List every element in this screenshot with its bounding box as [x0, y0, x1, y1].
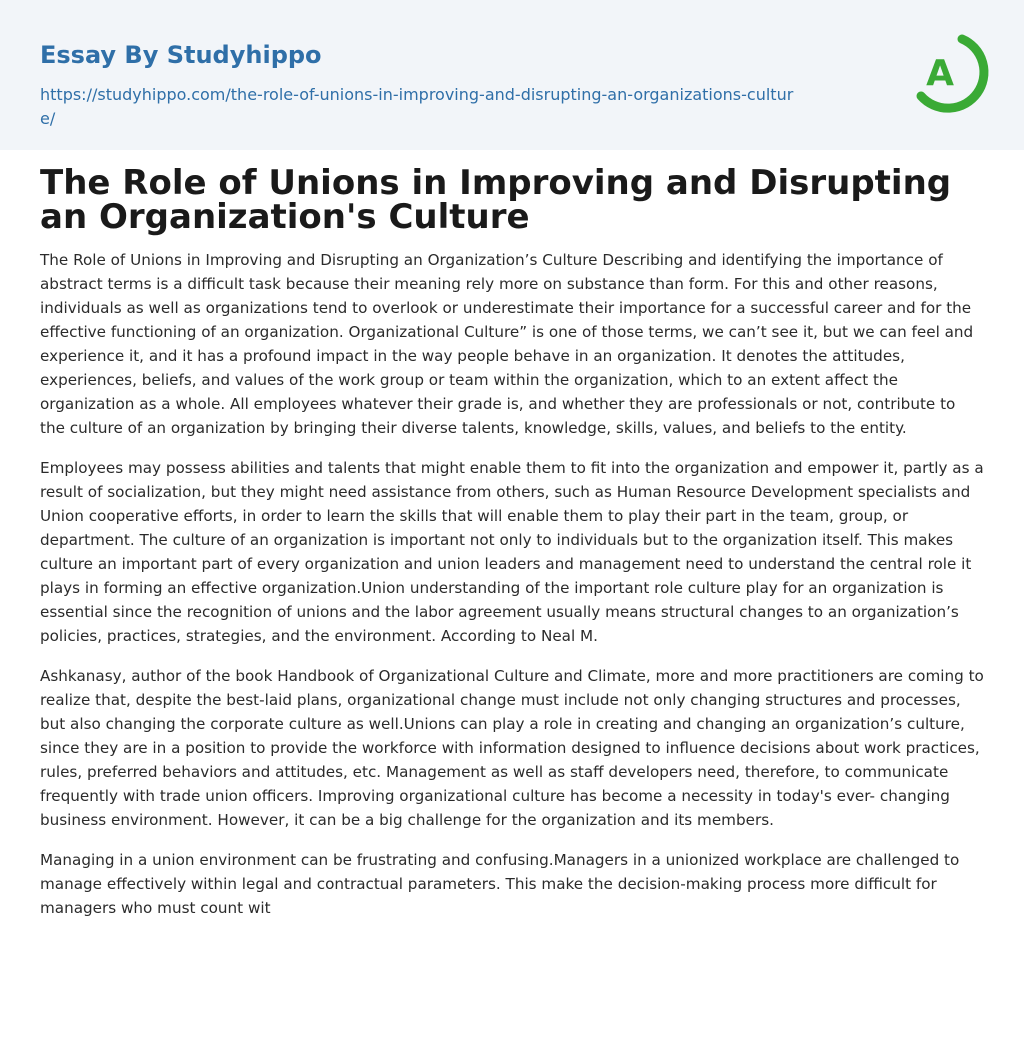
- article: [40, 163, 984, 936]
- article-body: [40, 248, 984, 920]
- essay-url-link[interactable]: https://studyhippo.com/the-role-of-unions-in-improving-and-disrupting-an-organizations-culture/: [40, 85, 794, 128]
- site-brand[interactable]: Essay By Studyhippo: [40, 41, 322, 69]
- studyhippo-logo-icon[interactable]: [904, 28, 990, 114]
- article-paragraph: The Role of Unions in Improving and Disrupting an Organization’s Culture Describing and identifying the importance of abstract terms is a difficult task because their meaning rely more on substance than form. For this and other reasons, individuals as well as organizations tend to overlook or underestimate their importance for a successful career and for the effective functioning of an organization. Organizational Culture” is one of those terms, we can’t see it, but we can feel and experience it, and it has a profound impact in the way people behave in an organization. It denotes the attitudes, experiences, beliefs, and values of the work group or team within the organization, which to an extent affect the organization as a whole. All employees whatever their grade is, and whether they are professionals or not, contribute to the culture of an organization by bringing their diverse talents, knowledge, skills, values, and beliefs to the entity.: [40, 251, 974, 437]
- article-paragraph: Employees may possess abilities and talents that might enable them to fit into the organization and empower it, partly as a result of socialization, but they might need assistance from others, such as Human Resource Development specialists and Union cooperative efforts, in order to learn the skills that will enable them to play their part in the team, group, or department. The culture of an organization is important not only to individuals but to the organization itself. This makes culture an important part of every organization and union leaders and management need to understand the central role it plays in forming an effective organization.Union understanding of the important role culture play for an organization is essential since the recognition of unions and the labor agreement usually means structural changes to an organization’s policies, practices, strategies, and the environment. According to Neal M.: [40, 459, 984, 645]
- article-paragraph: Ashkanasy, author of the book Handbook of Organizational Culture and Climate, more and more practitioners are coming to realize that, despite the best-laid plans, organizational change must include not only changing structures and processes, but also changing the corporate culture as well.Unions can play a role in creating and changing an organization’s culture, since they are in a position to provide the workforce with information designed to influence decisions about work practices, rules, preferred behaviors and attitudes, etc. Management as well as staff developers need, therefore, to communicate frequently with trade union officers. Improving organizational culture has become a necessity in today's ever- changing business environment. However, it can be a big challenge for the organization and its members.: [40, 667, 984, 829]
- article-title: The Role of Unions in Improving and Disrupting an Organization's Culture: [40, 163, 952, 237]
- article-paragraph: Managing in a union environment can be frustrating and confusing.Managers in a unionized workplace are challenged to manage effectively within legal and contractual parameters. This make the decision-making process more difficult for managers who must count wit: [40, 851, 960, 917]
- logo-letter: A: [926, 53, 954, 94]
- page-header: [0, 0, 1024, 150]
